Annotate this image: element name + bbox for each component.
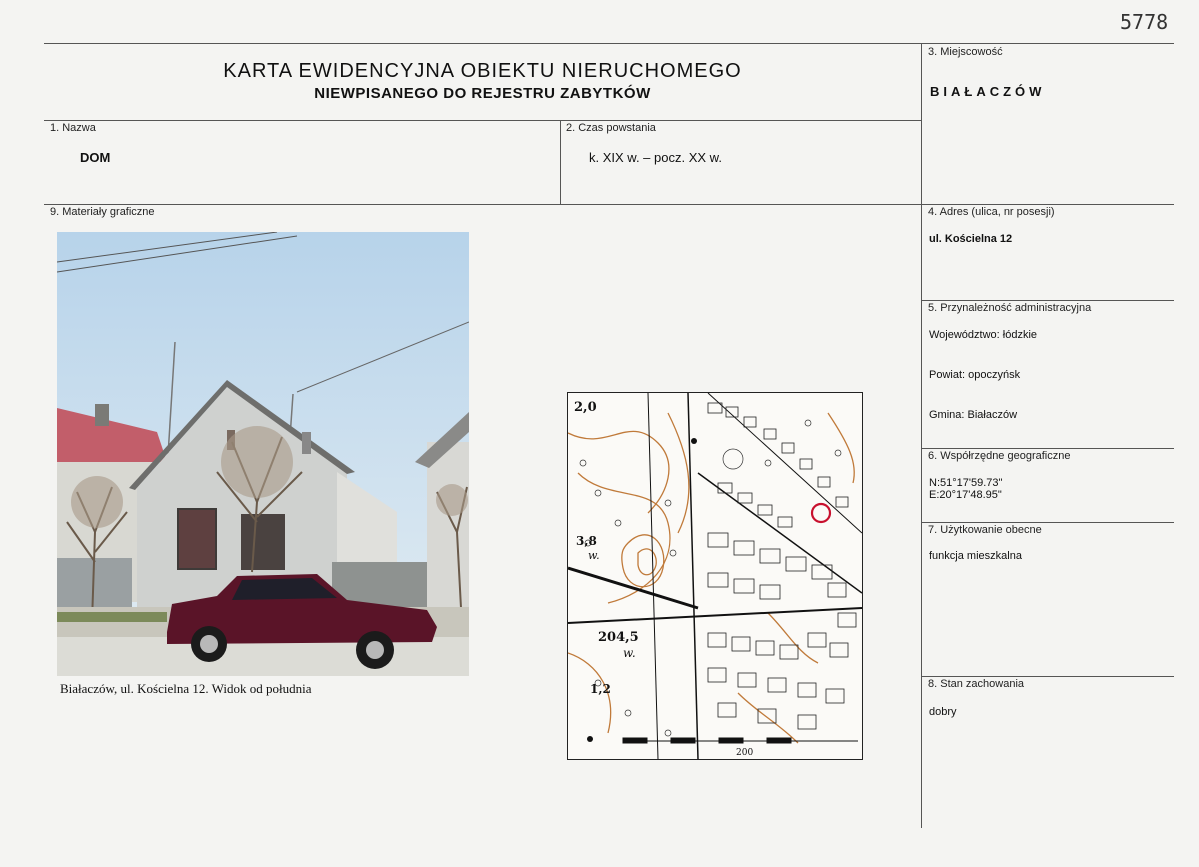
card-title: KARTA EWIDENCYJNA OBIEKTU NIERUCHOMEGO xyxy=(223,60,742,82)
przynaleznosc-bottom-line xyxy=(921,448,1174,449)
name-date-divider xyxy=(560,120,561,204)
nazwa-label: 1. Nazwa xyxy=(50,122,96,134)
uzytkowanie-label: 7. Użytkowanie obecne xyxy=(928,524,1042,536)
czas-powstania-label: 2. Czas powstania xyxy=(566,122,656,134)
wojewodztwo-value: Województwo: łódzkie xyxy=(929,329,1038,341)
document-number: 5778 xyxy=(1120,10,1169,34)
header-bottom-line xyxy=(44,120,921,121)
map-label-3: w. xyxy=(588,549,600,562)
gmina-value: Gmina: Białaczów xyxy=(929,409,1018,421)
map-label-2: 3,8 xyxy=(576,534,597,548)
czas-powstania-value: k. XIX w. – pocz. XX w. xyxy=(589,150,722,165)
location-map-illustration xyxy=(568,393,862,759)
przynaleznosc-label: 5. Przynależność administracyjna xyxy=(928,302,1092,314)
location-map xyxy=(567,392,863,760)
map-scale-label: 200 xyxy=(736,748,754,758)
adres-label: 4. Adres (ulica, nr posesji) xyxy=(928,206,1055,218)
row2-bottom-line xyxy=(44,204,1174,205)
miejscowosc-label: 3. Miejscowość xyxy=(928,46,1003,58)
map-label-6: 1,2 xyxy=(590,682,611,696)
right-column-divider xyxy=(921,43,922,828)
coordinate-e: E:20°17'48.95" xyxy=(929,489,1002,501)
coordinate-n: N:51°17'59.73" xyxy=(929,477,1003,489)
adres-bottom-line xyxy=(921,300,1174,301)
wspolrzedne-label: 6. Współrzędne geograficzne xyxy=(928,450,1071,462)
nazwa-value: DOM xyxy=(80,150,111,165)
card-subtitle: NIEWPISANEGO DO REJESTRU ZABYTKÓW xyxy=(314,85,651,102)
house-photo-illustration xyxy=(57,232,469,676)
map-label-5: w. xyxy=(623,646,636,660)
map-label-4: 204,5 xyxy=(598,630,639,645)
materialy-label: 9. Materiały graficzne xyxy=(50,206,155,218)
photo-caption: Białaczów, ul. Kościelna 12. Widok od południa xyxy=(60,681,312,696)
powiat-value: Powiat: opoczyńsk xyxy=(929,369,1021,381)
miejscowosc-value: BIAŁACZÓW xyxy=(930,84,1046,99)
uzytkowanie-bottom-line xyxy=(921,676,1174,677)
adres-value: ul. Kościelna 12 xyxy=(929,233,1013,245)
top-border xyxy=(44,43,1174,44)
map-label-1: 2,0 xyxy=(574,400,597,415)
wspolrzedne-bottom-line xyxy=(921,522,1174,523)
house-photo xyxy=(57,232,469,676)
stan-value: dobry xyxy=(929,706,957,718)
uzytkowanie-value: funkcja mieszkalna xyxy=(929,550,1022,562)
stan-label: 8. Stan zachowania xyxy=(928,678,1025,690)
